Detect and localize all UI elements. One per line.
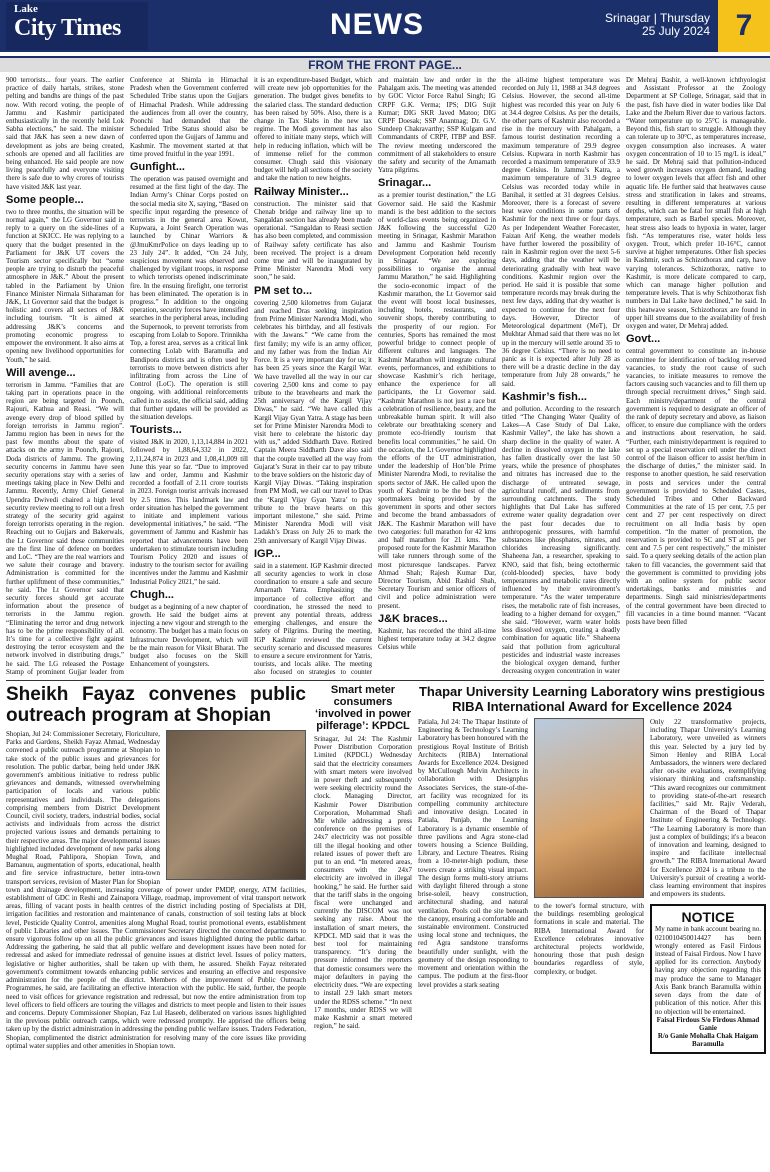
- col4-text-0: and maintain law and order in the Pahalgam axis. The meeting was attended by GOC Victor Force Rahul Singh; IG CRPF G.K. Verma; IPS; DIG Sujit Kumar; DIG SKR Javed Matoo; DIG CRPF Doesak; SSP Anantnag; Dr. G.V. Sundeep Chakravarthy; SSP Kulgam and Commandants of CRPF, ITBP and BSF. The review meeting underscored the commitment of all stakeholders to ensure the safety and security of the Amarnath Yatra pilgrims.: [378, 76, 496, 175]
- story3-photo: [534, 718, 644, 898]
- story3-text-c: Only 22 transformative projects, including Thapar University's Learning Laboratory, were unveiled as winners this year. Selected by a jury led by Simon Henley and RIBA Local Ambassadors, the winners were declared after on-site evaluations, exemplifying visionary thinking and craftsmanship. “This award recognizes our commitment to providing state-of-the-art research facilities,” said Mr. Rajiv Vederah, Chairman of the Board of Thapar Institute of Engineering & Technology. “The Learning Laboratory is more than just a complex of buildings; it's a beacon of innovation and learning, designed to inspire and facilitate intellectual growth.” The RIBA International Award for Excellence 2024 is a tribute to the University's pursuit of creating a world-class learning environment that inspires and empowers its students.: [650, 718, 766, 899]
- col3-text-1: construction. The minister said that Chenab bridge and railway line up to Sangaldan section has already been made operational. “Sangaldan to Reasi section has also been completed, and commission of Railway safety certificate has also been received. The project is a dream come true and will be inaugurated by Prime Minister Narendra Modi very soon,” he said.: [254, 199, 372, 282]
- col3-text-3: said in a statement. IGP Kashmir directed all security agencies to work in close coordination to ensure a safe and secure Amarnath Yatra. Emphasizing the importance of collective effort and coordination, he stressed the need to prevent any potential threats, address emerging challenges, and ensure the safety of Pilgrims. During the meeting, IGP Kashmir reviewed the current security scenario and discussed measures to ensure a secure environment for Yatris, tourists, and locals alike. The meeting also focused on strategies to counter: [254, 561, 372, 676]
- col3-head-1: Railway Minister...: [254, 185, 349, 198]
- col3-text-0: it is an expenditure-based Budget, which will create new job opportunities for the generation. The budget gives benefits to the salaried class. The standard deduction has been raised by 50%. Also, there is a change in Tax Slabs in the new tax regime. The Modi government has also offered to initiate many steps, which will help in reducing inflation, which will be of immense relief for the common consumer. Chugh said this visionary budget will help all sections of the society and take the nation to new heights.: [254, 76, 372, 183]
- dateline-city: Srinagar | Thursday: [605, 11, 710, 25]
- notice-text: My name in bank account bearing no. 0210010450014427 has been wrongly entered as Fasil Firdous instead of Faisal Firdous. Now I have applied for its correction. Anybody having any objection regarding this may produce the same to Manager Axis Bank branch Baramulla within seven days from the date of publication of this notice. After this no objection will be entertained.: [655, 925, 761, 1016]
- notice-title: NOTICE: [681, 909, 735, 926]
- story2-text: Srinagar, Jul 24: The Kashmir Power Distribution Corporation Limited (KPDCL) Wednesday said that the electricity consumers with smart meters were involved in power theft and subsequently were seeking electricity round the clock. Managing Director, Kashmir Power Distribution Corporation, Mohammad Shafi Mir while addressing a press conference on the premises of 24x7 electricity was not possible till the illegal hooking and other related issues of power theft are put to an end. “In metered areas, consumers with the 24x7 electricity are involved in illegal hooking,” he said. He further said that the tariff slabs in the ongoing fiscal were unchanged and currently the DISCOM was not seeking any raise. About the installation of smart meters, the KPDCL MD said that it was the best tool for maintaining transparency. “It’s during the pressure informed the reporters that domestic consumers were the major defaulters in paying the electricity dues. “We are expecting to install 2.9 lakh smart meters under the RDSS scheme.” “In next 17 months, under RDSS we will make Kashmir a smart metered region,” he said.: [314, 735, 412, 1031]
- story3-col-a: [418, 718, 528, 1054]
- story3-text-a: Patiala, Jul 24: The Thapar Institute of Engineering & Technology’s Learning Laboratory has been honoured with the prestigious Royal Institute of British Architects (RIBA) International Awards for Excellence 2024. Designed by McCullough Mulvin Architects in collaboration with Designplus Associates Services, the state-of-the-art facility was recognized for its compelling community architecture and innovative design. Located in Patiala, Punjab, the Learning Laboratory is a dynamic ensemble of three pavilions and Agra stone-clad towers housing a Science Building, Library, and Lecture Theatres. Rising from a 10-meter-high podium, these towers create a striking visual impact. The design forms multi-story atriums with daylight filtered through a stone brise-soleil, heavy construction, architectural shading, and natural ventilation. Pools coil the site beneath the canopy, ensuring a comfortable and sustainable environment. Constructed using local stone and techniques, the red Agra sandstone transforms beautifully under sunlight, with the geometry of the design responding to movement and orientation within the campus. The podium at the first-floor level provides a stark seating: [418, 718, 528, 989]
- notice-signature-2: R/o Ganie Mohalla Chak Haigam Baramulla: [657, 1032, 759, 1049]
- column-2: [130, 76, 248, 676]
- story-smart-meter: [314, 684, 412, 1170]
- story-thapar: [418, 684, 766, 1170]
- column-5: [502, 76, 620, 676]
- col5-text-0: the all-time highest temperature was recorded on July 11, 1988 at 34.8 degrees Celsius. However, the second all-time highest was recorded this year on July 6 at 34.4 degree Celsius. As per the details, the other parts of Kashmir also recorded a rise in the mercury with Pahalgam, a famous tourist destination recording a maximum temperature of 29.9 degree Celsius. Kupwara in north Kashmir has recorded a maximum temperature of 33.9 degree Celsius. In Jammu’s Katra, a maximum temperature of 31.9 degree Celsius was recorded today while in Banihal, it settled at 31 degrees Celsius. Moreover, there is a forecast of severe heat wave conditions in some parts of Kashmir for the next three or four days. As per Independent Weather Forecaster, Faizan Arif Keng, the weather models have further lowered the possibility of rain in Kashmir region over the next 5-6 days, adding that the weather will be deteriorating gradually with heat wave conditions. Kashmir region over the period. He said it is possible that some temperature records may break during the next few days, adding that dry weather is expected to continue for the next four days. However, Director of Meteorological department (MeT), Dr Mukhtar Ahmad said that there was no let up in the mercury will settle around 35 to 36 degree Celsius. “There is no need to panic as it is expected after July 28 as there will be a drastic decline in the day temperature from July 28 onwards,” he said.: [502, 76, 620, 388]
- story2-headline: Smart meter consumers ‘involved in power pilferage’: KPDCL: [315, 684, 411, 732]
- notice-signature-1: Faisal Firdous S/o Firdous Ahmad Ganie: [656, 1015, 760, 1032]
- column-4: [378, 76, 496, 676]
- masthead: [0, 0, 770, 72]
- col2-text-1: The operation was paused overnight and resumed at the first light of the day. The Indian Army’s Chinar Corps posted on the social media site X, saying, “Based on specific input regarding the presence of terrorists in the general area Kowut, Kupwara, a Joint Search Operation was launched by Chinar Warriors & @JmuKmrPolice on days leading up to 23 July 24”. It added, “On 24 July, suspicious movement was observed and challenged by vigilant troops, in response to which terrorists opened indiscriminate fire. In the ensuing firefight, one terrorist has been eliminated. The operation is in progress.” In addition to the ongoing operation, security forces have intensified searches in the peripheral areas, including the Supernook, to prevent terrorists from escaping from Lolab to Sopore. Trinnikha Top, a forest area, serves as a critical link connecting Lolab with Baramulla and Bandipora districts and is often used by terrorists to move between districts after infiltrating from across the Line of Control (LoC). The operation is still ongoing, with additional reinforcements called in to assist, the official said, adding that further updates will be provided as the situation develops.: [130, 175, 248, 421]
- front-page-strip: [0, 56, 770, 72]
- col4-head-1: Srinagar...: [378, 177, 432, 190]
- col2-text-0: Conference at Shimla in Himachal Pradesh when the Government conferred Scheduled Tribe status upon the Gujjars of Himachal Pradesh. While addressing the audiences from all over the country, Poonchi had demanded that the Scheduled Tribe Status should also be conferred upon the Gujjars of Jammu and Kashmir. The movement started at that time proved fruitful in the year 1991.: [130, 76, 248, 158]
- strip-label: FROM THE FRONT PAGE...: [308, 58, 462, 72]
- col4-text-1: as a premier tourist destination,” the LG Governor said. He said the Kashmir mandi is the best addition to the sectors of world-class events being organized in J&K following the successful G20 meeting in Srinagar, Kashmir Marathon and Jammu and Kashmir Tourism Development Corporation held recently in Srinagar. “We are exploring possibilities to organise the annual Jammu Marathon,” he said. Highlighting the socio-economic impact of the Kashmir marathon, the Lt Governor said the event will boost local businesses, including hotels, restaurants, and souvenir shops, thereby contributing to the prosperity of our region. For centuries, Sports has remained the most powerful bridge to connect people of different cultures and languages. The Kashmir Marathon will integrate cultural events, performances, and exhibitions to showcase Kashmir’s rich heritage, enhance the experience for all participants, the Lt Governor said. “Kashmir Marathon is not just a race but a celebration of resilience, beauty, and the unbreakable human spirit. It will also celebrate our breathtaking scenery and promote eco-friendly tourism that benefits local communities,” he said. On the occasion, the Lt Governor highlighted the efforts of the UT administration, under the leadership of Hon’ble Prime Minister Narendra Modi, to revitalise the sports sector of J&K. He called upon the youth of Kashmir to be the best of the sportmakers being provided by the government in sports and other sectors and become the brand ambassadors of J&K. The Kashmir Marathon will have two categories: full marathon for 42 kms and half marathon for 21 kms. The proposed route for the Kashmir Marathon will take runners through some of the most picturesque landscapes. Parvez Ahmad Shah; Rajesh Kumar Dar, Director Tourism, Abid Rashid Shah, Secretary Tourism and senior officers of civil and police administration were present.: [378, 191, 496, 610]
- col3-text-2: covering 2,500 kilometres from Gujarat and reached Dras seeking inspiration from Prime Minister Narendra Modi, who celebrates his birthday, and all festivals with the Jawans.” “We came from the first family; my wife is an army officer, and my father was from the Indian Air Force. It is a very important day for us; it has been 25 years since the Kargil War. We have travelled all the way in our car covering 2,500 kms and come to pay tribute to the bravehearts and mark the 25th anniversary of the Kargil Vijay Diwas,” he said. “We have called this Kargil Vijay Gyan Yatra. A stage has been set for Prime Minister Narendra Modi to visit here to celebrate the historic day with us,” added Siddharth Dave. Retired Captain Meera Siddharth Dave also said that the couple travelled all the way from Gujarat’s Surat in their car to pay tribute to the brave soldiers on the historic day of Kargil Vijay Diwas. “Taking inspiration from PM Modi, we call our travel to Dras the ‘Kargil Vijay Gyan Yatra’ to pay tribute to the brave hearts on this important milestone,” she said. Prime Minister Narendra Modi will visit Ladakh’s Drass on July 26 to mark the 25th anniversary of Kargil Vijay Diwas.: [254, 298, 372, 545]
- story3-col-b: [534, 718, 644, 1054]
- col1-text-2: terrorism in Jammu. “Families that are taking part in operations peace in the region are being targeted in Poonch, Rajouri, Kathua and Reasi. “We will avenge every drop of blood spilled by foreign terrorists in Jammu region”. Jammu region has been in news for the past few months about the spate of attacks on the army in Poonch, Rajouri, Doda districts of Jammu. The growing security concerns in Jammu have seen security operations stay with a series of meetings taking place in New Delhi and Jammu. Recently, Army Chief General Upendra Dwivedi chaired a high level security review meeting to roll out a fresh strategy of the security grid against foreign terrorists operating in the region. Reaching out to Gujjars and Bakerwals, the Lt Governor said these communities are the first line of defence on borders and LoC. “They are the real warriors and we salute their courage and bravery. Administration is committed for the further upliftment of these communities,” he said. The Lt Governor said that security forces should get accurate information about the presence of terrorists in the Jammu region. “Eliminating the terror and drug network has to be the prime responsibility of all. It’s time for a collective fight against destroying the terror ecosystem and the network involved in distributing drugs,” he said. The LG released the Postage Stamp of prominent Gujjar leader from: [6, 380, 124, 676]
- story1-text: Shopian, Jul 24: Commissioner Secretary, Floriculture, Parks and Gardens, Sheikh Fayaz Ahmad, Wednesday convened a public outreach programme at Shopian to take stock of the public issues and grievances for resolution. The public darbar, being held under J&K government's ambitious initiative to redress public grievances and demands, witnessed overwhelming participation of locals and various public representatives and individuals. The delegations comprising members from District Development Council, civil society, traders, industrial bodies, social activists and individuals from across the district projected various issues and demands pertaining to their respective areas. The major developmental issues highlighted included development of new parks along Mughal Road, Pahlipora, Shopian Town, and Bamanuu, augmentation of sports, educational, health and fire service infrastructure, better intra-town transport services, revision of Master Plan for Shopian town and drainage development, increasing coverage of power under PMDP, energy, ATM facilities, establishment of GDC in Reshi and Zainapora Village, roadmap, improvement of vital transport network areas, filling of vacant posts in health centres of the district including posting of Specialists at DH, irrigation facilities and restoration and maintenance of canals, construction of soil testing labs at block level, Pesticide Quality Control, amenities along Mughal Road, tourist promotional events, establishment of public Libraries and other issues. The Commissioner Secretary directed the concerned departments to ensure vigorous follow up on all the public grievances and issues highlighted during the public darbar. Addressing the gathering, he said that all public welfare and development issues have been noted for redressal and asked for immediate redressal of genuine issues at district level. Issues of policy matters, legislative or higher authorities, shall be taken up with them, he assured. Sheikh Fayaz reiterated government's commitment towards enhancing public services and ensuring an effective and responsive administration for the people of the district. Members of the improvement of Public Outreach Programmes, he said, are facilitating an effective interaction with the public. He said, further, the people need to visit offices for grievance registration and redressal, but now the entire administration from top level officers to field officers are touring the villages and districts to meet people and listen to their issues and concerns. Deputy Commissioner Shopian, Faz Lul Haseeb, deliberated on various issues highlighted in the previous public outreach camps, which were redressed promptly. He apprised the officers being taken up by the district administration in addressing the pending public welfare issues. Traders Federation, Shopian, complimented the district administration for resolving many of the core issues like providing optimal water supplies and other amenities in Shopian town.: [6, 730, 306, 1050]
- col1-text-0: 900 terrorists... four years. The earlier practice of daily hartals, strikes, stone pelting and bandhs are things of the past now. With record voting, the people of Jammu and Kashmir participated enthusiastically in the recently held Lok Sabha elections,” he said. The minister said that J&K has seen a new dawn of development as jobs are being created, schools are opened and all facilities are being enhanced. He said people are now living peacefully and everyone visiting there is safe due to why crores of tourists have visited J&K last year.: [6, 76, 124, 191]
- col6-text-1: central government to constitute an in-house committee for identification of backlog reserved vacancies, to study the root cause of such vacancies, to initiate measures to remove the factors causing such vacancies and to fill them up through special recruitment drives,” Singh said. Each ministry/department of the central government is required to designate an officer of the rank of deputy secretary and above, as liaison officer, to ensure due compliance with the orders and instructions about reservation, he said. “Further, each ministry/department is required to set up a special reservation cell under the direct control of the liaison officer to assist her/him in the discharge of duties,” the minister said. In response to another question, he said reservation in posts and services under the central government is provided to Scheduled Castes, Scheduled Tribes and Other Backward Communities at the rate of 15 per cent, 7.5 per cent and 27 per cent respectively on direct recruitment on all India basis by open competition. “In the matter of promotion, the reservation is provided to SC and ST at 15 per cent and 7.5 per cent respectively,” the minister said. To a query seeking details of the action plan taken to fill vacancies, the government said that the government is committed to providing jobs with an online system for public sector undertakings, banks and ministries and departments. Singh said ministries/departments of the central government have been directed to fill vacancies in a time bound manner. “Vacant posts have been filled: [626, 347, 766, 626]
- story3-col-c: [650, 718, 766, 1054]
- col3-head-3: IGP...: [254, 547, 281, 560]
- story1-photo: [166, 730, 306, 880]
- col2-head-1: Gunfight...: [130, 161, 185, 174]
- col2-text-2: visited J&K in 2020, 1,13,14,884 in 2021 followed by 1,88,64,332 in 2022, 2,11,24,874 in 2023 and 1,08,41,009 till June this year so far. “Due to improved law and order, Jammu and Kashmir recorded a footfall of 2.11 crore tourists in 2023. Foreign tourist arrivals increased by 2.5 times. This landmark law and order situation has helped the government to initiate and implement various developmental initiatives,” he said. “The government of Jammu and Kashmir has reported that advancements have been undertaken to stimulate tourism including Tourism Policy 2020 and issues of industry to the tourism sector for availing incentives under the Jammu and Kashmir Industrial Policy 2021,” he said.: [130, 438, 248, 586]
- story3-headline: Thapar University Learning Laboratory wins prestigious RIBA International Award for Excellence 2024: [418, 684, 766, 714]
- col1-head-2: Will avenge...: [6, 366, 76, 379]
- col1-text-1: two to three months, the situation will be normal again,” the LG Governor said in reply to a query on the side-lines of a function at SKICC. He was replying to a query that the budget presented in the Parliament for J&K UT covers the Tourism sector specifically but “some people are trying to disturb the peaceful atmosphere in J&K.” About the present tabled in the Parliament by Union Finance Minister Nirmala Sitharaman for J&K, Lt Governor said that the budget is holistic and covers all sectors of J&K including tourism. “It is aimed at addressing J&K’s concerns and promoting economic progress to empower the environment. It also aims at opening new livelihood opportunities for Youth,” he said.: [6, 207, 124, 364]
- col6-head-1: Govt...: [626, 333, 661, 346]
- col2-text-3: budget as a beginning of a new chapter of growth. He said the budget aims at injecting a new vigour and strength to the economy. The budget has a main focus on Infrastructure Development, which will be the main reason for Viksit Bharat. The budget also focuses on the Skill Enhancement of youngsters.: [130, 602, 248, 669]
- col5-head-1: Kashmir’s fish...: [502, 390, 587, 403]
- newspaper-logo: [6, 2, 148, 50]
- story3-text-b: to the tower's formal structure, with the buildings resembling geological formations in scale and material. The RIBA International Award for Excellence celebrates innovative architectural projects worldwide, honouring those that push design boundaries regardless of style, complexity, or budget.: [534, 902, 644, 976]
- col6-text-0: Dr Mehraj Bashir, a well-known ichthyologist and Assistant Professor at the Zoology Department at SP College, Srinagar, said that in the past, fish have died in water bodies like Dal Lake and the Jhelum River due to various factors. “Water temperature up to 25°C is manageable. Beyond this, fish start to struggle. Although they can tolerate up to 30°C, as temperatures increase, oxygen consumption also increases. A water oxygen concentration of 10 to 15 mg/L is ideal,” he said. Dr Mehraj said that pollution-induced weed growth increases oxygen demand, leading to lower oxygen levels that affect fish and other aquatic life. He further said that heatwaves cause stress and stratification in lakes and streams, resulting in different temperatures at various depths, which can be fatal for small fish at high temperature, such as Barbel species. Moreover, heat stress also leads to hypoxia in water, larger fish. “As temperatures rise, water holds less oxygen. Trout, which prefer 10-16°C, cannot survive at higher temperatures. Other fish species in Kashmir, such as Schizothorax and carp, have varying tolerances. Schizothorax, native to Kashmir, is more delicate compared to carp, which can manage higher pollution and temperature levels. That is why Schizothorax fish numbers in Dal Lake have declined,” he said. In this heatwave season, Schizothorax are found in upper hill streams due to the availability of fresh oxygen and water, Dr Mehraj added.: [626, 76, 766, 331]
- col2-head-2: Tourists...: [130, 424, 182, 437]
- col3-head-2: PM set to...: [254, 284, 313, 297]
- section-divider: [6, 680, 764, 681]
- column-6: [626, 76, 766, 676]
- dateline-date: 25 July 2024: [641, 24, 710, 38]
- page-number: 7: [718, 0, 770, 52]
- col2-head-3: Chugh...: [130, 588, 174, 601]
- column-3: [254, 76, 372, 676]
- column-1: [6, 76, 124, 676]
- col5-text-1: and pollution. According to the research titled “The Changing Water Quality of Lakes—A Case Study of Dal Lake, Kashmir Valley”, the lake has shown a sharp decline in the quality of water. A decline in dissolved oxygen in the lake has fallen drastically over the last 50 years, while the presence of phosphates and nitrates has increased due to the discharge of untreated sewage, agricultural runoff, and sediments from surrounding catchments. The study highlights that Dal Lake has suffered extreme water quality degradation over the past four decades due to anthropogenic pressures, with harmful substances like phosphates, nitrates, and chlorides increasing significantly. Shaheena Jan, a researcher, speaking to KNO, said that fish, being ectothermic (cold-blooded) species, have body temperatures and metabolic rates directly influenced by their environment’s temperature. “As the water temperature rises, the metabolic rate of fish increases, leading to a higher demand for oxygen,” she said. “However, warm water holds less dissolved oxygen, creating a deadly combination for aquatic life.” Shaheena said that pollution from agricultural pesticides and industrial waste increases the biological oxygen demand, further decreasing oxygen concentration in water: [502, 404, 620, 676]
- col4-head-2: J&K braces...: [378, 612, 448, 625]
- notice-box: [650, 904, 766, 1053]
- story1-headline: Sheikh Fayaz convenes public outreach program at Shopian: [6, 684, 306, 726]
- col1-head-1: Some people...: [6, 193, 84, 206]
- section-title: NEWS: [330, 8, 424, 41]
- story-sheikh-fayaz: [6, 684, 306, 1170]
- dateline: [605, 12, 710, 38]
- logo-lake: Lake: [14, 3, 38, 15]
- col4-text-2: Kashmir, has recorded the third all-time highest temperature today at 34.2 degree Celsius while: [378, 626, 496, 652]
- logo-city-times: City Times: [14, 15, 121, 41]
